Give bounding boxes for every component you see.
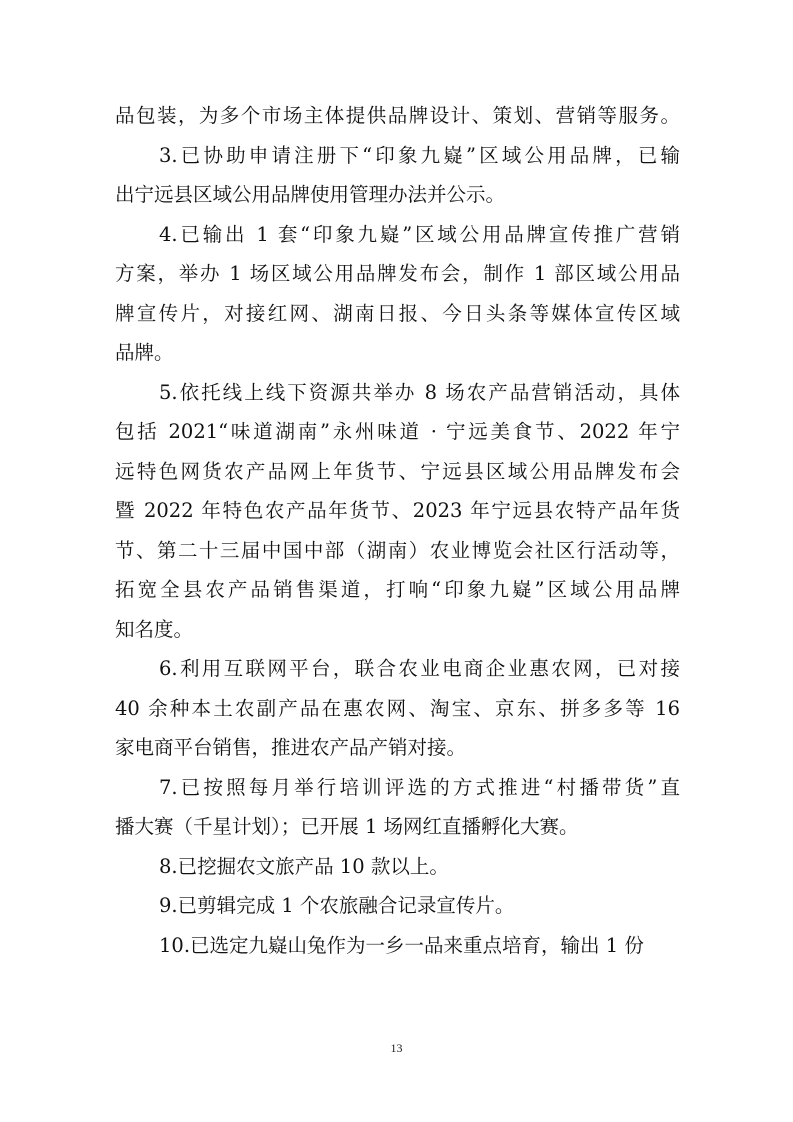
text-line: 7.已按照每月举行培训评选的方式推进“村播带货”直 <box>159 775 680 799</box>
text-line: 暨 2022 年特色农产品年货节、2023 年宁远县农特产品年货 <box>115 499 680 522</box>
text-line: 4.已输出 1 套“印象九嶷”区域公用品牌宣传推广营销 <box>159 222 680 246</box>
text-line: 拓宽全县农产品销售渠道，打响“印象九嶷”区域公用品牌 <box>115 578 680 601</box>
paragraph <box>115 886 680 926</box>
page-number: 13 <box>390 1041 403 1055</box>
paragraph <box>115 136 680 215</box>
text-line: 节、第二十三届中国中部（湖南）农业博览会社区行活动等， <box>115 538 680 562</box>
text-line: 5.依托线上线下资源共举办 8 场农产品营销活动，具体 <box>159 380 680 404</box>
text-line: 8.已挖掘农文旅产品 10 款以上。 <box>159 854 449 878</box>
paragraph <box>115 649 680 768</box>
text-line: 牌宣传片，对接红网、湖南日报、今日头条等媒体宣传区域 <box>115 301 680 325</box>
text-line: 远特色网货农产品网上年货节、宁远县区域公用品牌发布会 <box>115 459 680 483</box>
text-line: 品包装，为多个市场主体提供品牌设计、策划、营销等服务。 <box>115 104 680 127</box>
text-line: 家电商平台销售，推进农产品产销对接。 <box>115 736 467 759</box>
text-line: 品牌。 <box>115 341 174 364</box>
text-line: 9.已剪辑完成 1 个农旅融合记录宣传片。 <box>159 894 515 917</box>
body-text <box>115 96 680 965</box>
text-line: 播大赛（千星计划）；已开展 1 场网红直播孵化大赛。 <box>115 815 579 838</box>
paragraph <box>115 373 680 650</box>
paragraph <box>115 926 680 966</box>
text-line: 出宁远县区域公用品牌使用管理办法并公示。 <box>115 183 506 206</box>
text-line: 6.利用互联网平台，联合农业电商企业惠农网，已对接 <box>159 657 680 680</box>
text-line: 包括 2021“味道湖南”永州味道 · 宁远美食节、2022 年宁 <box>115 420 680 443</box>
paragraph <box>115 847 680 887</box>
paragraph <box>115 768 680 847</box>
paragraph <box>115 96 680 136</box>
text-line: 40 余种本土农副产品在惠农网、淘宝、京东、拼多多等 16 <box>115 696 680 720</box>
text-line: 10.已选定九嶷山兔作为一乡一品来重点培育，输出 1 份 <box>159 933 644 957</box>
text-line: 知名度。 <box>115 617 194 641</box>
text-line: 方案，举办 1 场区域公用品牌发布会，制作 1 部区域公用品 <box>115 262 680 285</box>
paragraph <box>115 215 680 373</box>
text-line: 3.已协助申请注册下“印象九嶷”区域公用品牌，已输 <box>159 143 680 167</box>
